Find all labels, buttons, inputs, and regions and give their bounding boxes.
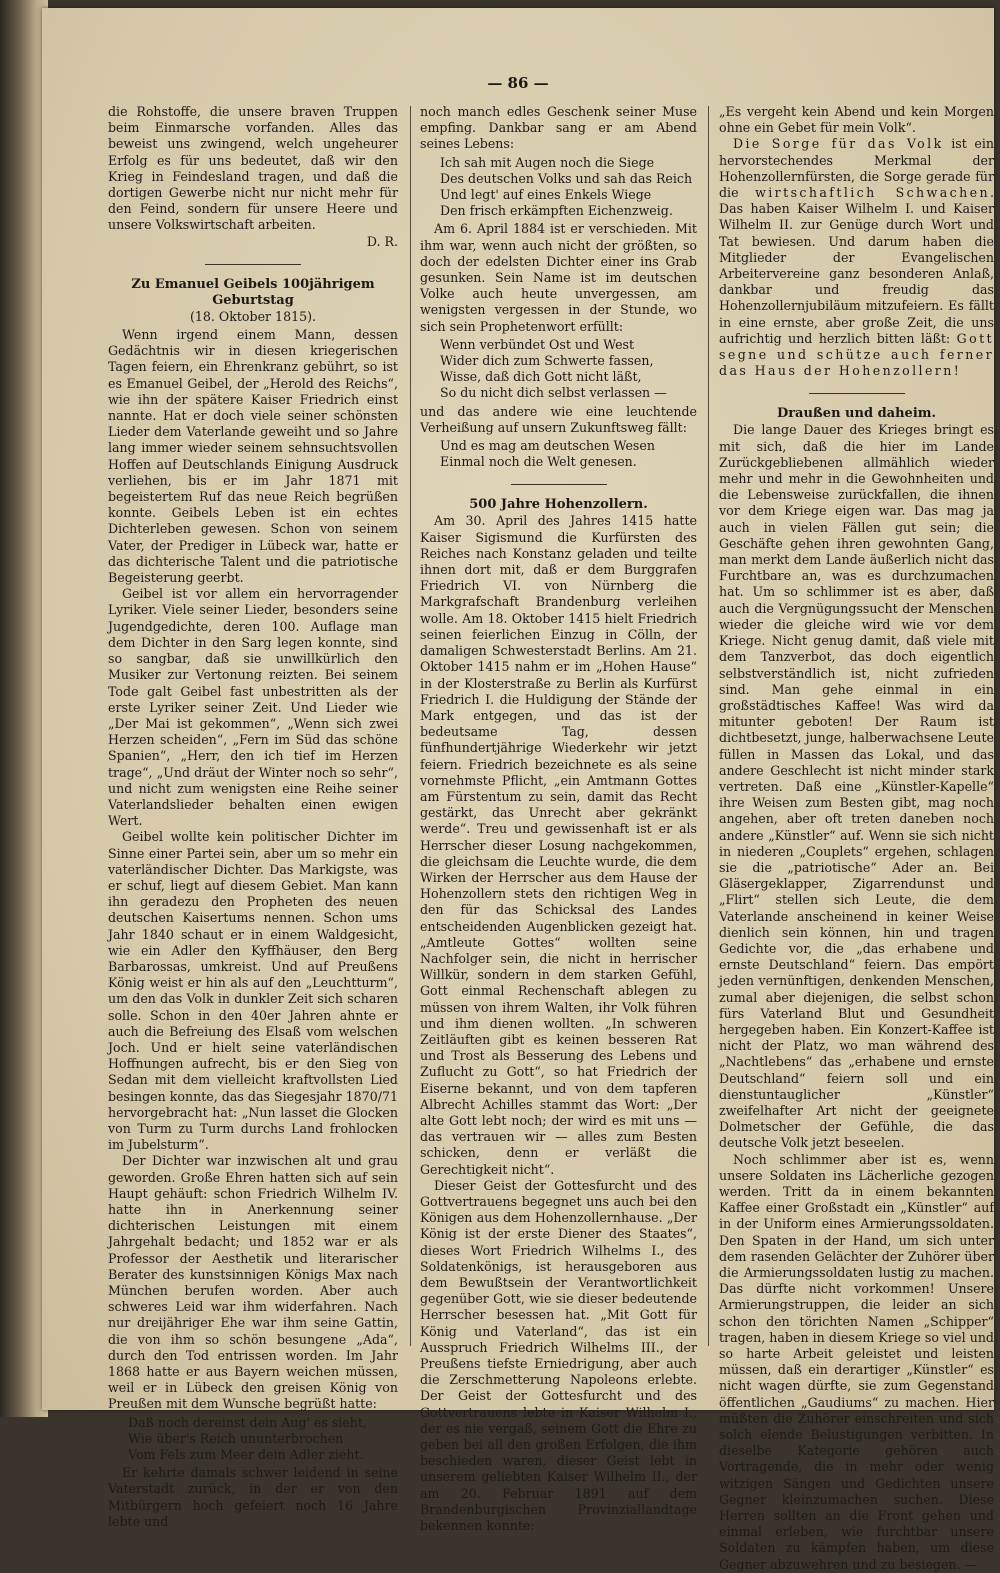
verse-line: Und legt' auf eines Enkels Wiege <box>440 187 652 203</box>
separator-rule <box>511 484 607 485</box>
verse-line: Den frisch erkämpften Eichenzweig. <box>440 203 673 219</box>
paragraph: Die lange Dauer des Krieges bringt es mit sich, daß die hier im Lande Zurückgebliebenen allmählich wieder mehr und mehr in die Gewohnheiten und die Lebensweise zurückfallen, die ihnen vor dem Kriege eigen war. Das mag ja auch in vielen Fällen gut sein; die Geschäfte gehen ihren gewohnten Gang, man merkt dem Lande äußerlich nicht das Furchtbare an, was es durchzumachen hat. Um so schlimmer ist es aber, daß auch die Vergnügungssucht der Menschen wieder die gleiche wird wie vor dem Kriege. Nicht genug damit, daß viele mit dem Tanzverbot, das doch eigentlich selbstverständlich ist, nicht zufrieden sind. Man gehe einmal in ein großstädtisches Kaffee! Was wird da mitunter geboten! Der Raum ist dichtbesetzt, junge, halberwachsene Leute füllen in Massen das Lokal, und das andere Geschlecht ist nicht minder stark vertreten. Daß eine „Künstler-Kapelle“ ihre Weisen zum Besten gibt, mag noch angehen, aber oft treten daneben noch andere „Künstler“ auf. Wenn sie sich nicht in niederen „Couplets“ ergehen, schlagen sie die „patriotische“ Ader an. Bei Gläsergeklapper, Zigarrendunst und „Flirt“ stellen sich Leute, die dem Vaterlande anscheinend in keiner Weise dienlich sein können, hin und tragen Gedichte vor, die „das erhabene und ernste Deutschland“ feiern. Das empört jeden vernünftigen, denkenden Menschen, zumal aber diejenigen, die selbst schon fürs Vaterland Blut und Gesundheit hergegeben haben. Ein Konzert-Kaffee ist nicht der Platz, wo man während des „Nachtlebens“ das „erhabene und ernste Deutschland“ feiern soll und ein dienstuntauglicher „Künstler“ zweifelhafter Art nicht der geeignete Dolmetscher der Gefühle, die das deutsche Volk jetzt beseelen. <box>719 422 994 1151</box>
verse-quote <box>440 155 697 220</box>
verse-line: Und es mag am deutschen Wesen <box>440 438 655 454</box>
article-heading-geibel: Zu Emanuel Geibels 100jährigem Geburtstag <box>131 276 375 308</box>
paragraph: Geibel ist vor allem ein hervorragender Lyriker. Viele seiner Lieder, besonders seine Jugendgedichte, deren 100. Auflage man dem Dichter in den Sarg legen konnte, sind so sangbar, daß sie unwillkürlich den Musiker zur Vertonung reizten. Bei seinem Tode galt Geibel fast unbestritten als der erste Lyriker seiner Zeit. Und Lieder wie „Der Mai ist gekommen“, „Wenn sich zwei Herzen scheiden“, „Fern im Süd das schöne Spanien“, „Herr, den ich tief im Herzen trage“, „Und dräut der Winter noch so sehr“, und nicht zum wenigsten eine Reihe seiner Vaterlandslieder behalten einen ewigen Wert. <box>108 586 398 829</box>
column-2 <box>420 104 697 1534</box>
signature: D. R. <box>366 233 398 249</box>
separator-rule <box>205 264 301 265</box>
text-run: . Das haben Kaiser Wilhelm I. und Kaiser Wilhelm II. zur Genüge durch Wort und Tat bewiesen. Und darum haben die Mitglieder der Evangelischen Arbeitervereine ganz besonderen Anlaß, dankbar und freudig das Hohenzollernjubiläum mitzufeiern. Es fällt in eine ernste, aber große Zeit, die uns aufrichtig und herzlich bitten läßt: <box>719 185 994 346</box>
separator-rule <box>809 393 905 394</box>
column-3 <box>719 104 994 1572</box>
page-number: — 86 — <box>487 74 549 92</box>
verse-line: Daß noch dereinst dein Aug' es sieht, <box>128 1414 367 1430</box>
article-heading-draussen: Draußen und daheim. <box>776 406 937 422</box>
verse-line: Wisse, daß dich Gott nicht läßt, <box>440 369 642 385</box>
verse-line: Wenn verbündet Ost und West <box>440 336 635 352</box>
verse-quote <box>440 337 697 402</box>
paragraph: Der Dichter war inzwischen alt und grau geworden. Große Ehren hatten sich auf sein Haupt gehäuft: schon Friedrich Wilhelm IV. hatte ihn in Anerkennung seiner dichterischen Leistungen mit einem Jahrgehalt bedacht; und 1852 war er als Professor der Aesthetik und literarischer Berater des kunstsinnigen Königs Max nach München berufen worden. Aber auch schweres Leid war ihm widerfahren. Nach nur dreijähriger Ehe war ihm seine Gattin, die von ihm so schön besungene „Ada“, durch den Tod entrissen worden. Im Jahr 1868 hatte er aus Bayern weichen müssen, weil er in Lübeck den greisen König von Preußen mit dem Wunsche begrüßt hatte: <box>108 1153 398 1412</box>
spaced-emphasis: Gott segne und schütze auch ferner das Haus der Hohenzollern! <box>719 330 994 379</box>
spaced-emphasis: Die Sorge für das Volk <box>733 136 944 152</box>
verse-quote <box>128 1415 398 1464</box>
verse-line: So du nicht dich selbst verlassen — <box>440 385 667 401</box>
paragraph: Am 30. April des Jahres 1415 hatte Kaiser Sigismund die Kurfürsten des Reiches nach Konstanz geladen und teilte ihnen dort mit, daß er dem Burggrafen Friedrich VI. von Nürnberg die Markgrafschaft Brandenburg verleihen wolle. Am 18. Oktober 1415 hielt Friedrich seinen feierlichen Einzug in Cölln, der damaligen Schwesterstadt Berlins. Am 21. Oktober 1415 nahm er im „Hohen Hause“ in der Klosterstraße zu Berlin als Kurfürst Friedrich I. die Huldigung der Stände der Mark entgegen, und das ist der bedeutsame Tag, dessen fünfhundertjährige Wiederkehr wir jetzt feiern. Friedrich bezeichnete es als seine vornehmste Pflicht, „ein Amtmann Gottes am Fürstentum zu sein, damit das Recht gestärkt, das Unrecht aber gekränkt werde“. Treu und gewissenhaft ist er als Herrscher dieser Losung nachgekommen, die gleichsam die Leuchte wurde, die dem Wirken der Herrscher aus dem Hause der Hohenzollern stets den richtigen Weg in den für das Schicksal des Landes entscheidenden Augenblicken gezeigt hat. „Amtleute Gottes“ wollten seine Nachfolger sein, die nicht in herrischer Willkür, sondern in dem starken Gefühl, Gott einmal Rechenschaft ablegen zu müssen von ihrem Walten, ihr Volk führen und ihm dienen wollten. „In schweren Zeitläuften gibt es keinen besseren Rat und Trost als Besserung des Lebens und Zuflucht zu Gott“, so hat Friedrich der Eiserne bekannt, und von dem tapferen Albrecht Achilles stammt das Wort: „Der alte Gott lebt noch; der wird es mit uns — das vertrauen wir — alles zum Besten schicken, denn er verläßt die Gerechtigkeit nicht“. <box>420 513 697 1177</box>
verse-line: Ich sah mit Augen noch die Siege <box>440 154 655 170</box>
paragraph: Wenn irgend einem Mann, dessen Gedächtnis wir in diesen kriegerischen Tagen feiern, ein Ehrenkranz gebührt, so ist es Emanuel Geibel, der „Herold des Reichs“, wie ihn der spätere Kaiser Friedrich einst nannte. Hat er doch viele seiner schönsten Lieder dem Vaterlande geweiht und so Jahre lang immer wieder seinem sehnsuchtsvollen Hoffen auf Deutschlands Einigung Ausdruck verliehen, bis er im Jahr 1871 mit begeistertem Ruf das neue Reich begrüßen konnte. Geibels Leben ist ein echtes Dichterleben gewesen. Schon von seinem Vater, der Prediger in Lübeck war, hatte er das dichterische Talent und die patriotische Begeisterung geerbt. <box>108 327 398 586</box>
column-rule <box>410 106 411 1346</box>
column-rule <box>708 106 709 1346</box>
scanned-page <box>42 8 994 1572</box>
verse-line: Wie über's Reich ununterbrochen <box>128 1430 344 1446</box>
paragraph: und das andere wie eine leuchtende Verheißung auf unsern Zukunftsweg fällt: <box>420 403 697 435</box>
verse-line: Einmal noch die Welt genesen. <box>440 454 637 470</box>
article-heading-hohenzollern: 500 Jahre Hohenzollern. <box>469 497 648 513</box>
column-1 <box>108 104 398 1529</box>
article-continuation: die Rohstoffe, die unsere braven Truppen beim Einmarsche vorfanden. Alles das beweist uns zwingend, welch ungeheurer Erfolg es für uns bedeutet, daß wir den Krieg in Feindesland tragen, und daß die dortigen Gewerbe nicht nur nicht mehr für den Feind, sondern für unsere Heere und unsere Volkswirtschaft arbeiten. <box>108 104 398 233</box>
quote-paragraph: „Es vergeht kein Abend und kein Morgen ohne ein Gebet für mein Volk“. <box>719 104 994 136</box>
paragraph: noch manch edles Geschenk seiner Muse empfing. Dankbar sang er am Abend seines Lebens: <box>420 104 697 152</box>
text-run: ist ein hervorstechendes Merkmal der Hohenzollernfürsten, die Sorge gerade für die <box>719 136 994 201</box>
verse-line: Wider dich zum Schwerte fassen, <box>440 353 654 369</box>
paragraph: Geibel wollte kein politischer Dichter im Sinne einer Partei sein, aber um so mehr ein vaterländischer Dichter. Das Markigste, was er schuf, liegt auf diesem Gebiet. Man kann ihn geradezu den Propheten des neuen deutschen Kaisertums nennen. Schon ums Jahr 1840 schaut er in einem Waldgesicht, wie ein Adler den Kyffhäuser, den Berg Barbarossas, umkreist. Und auf Preußens König weist er hin als auf den „Leuchtturm“, um den das Volk in dunkler Zeit sich scharen solle. Schon in den 40er Jahren ahnte er auch die Befreiung des Elsaß vom welschen Joch. Und er hielt seine vaterländischen Hoffnungen aufrecht, bis er den Sieg von Sedan mit dem vielleicht kraftvollsten Lied besingen konnte, das das Siegesjahr 1870/71 hervorgebracht hat: „Nun lasset die Glocken von Turm zu Turm durchs Land frohlocken im Jubelsturm“. <box>108 829 398 1153</box>
verse-line: Des deutschen Volks und sah das Reich <box>440 170 693 186</box>
spaced-emphasis: wirtschaftlich Schwachen <box>755 185 990 201</box>
paragraph <box>719 136 994 379</box>
paragraph: Noch schlimmer aber ist es, wenn unsere Soldaten ins Lächerliche gezogen werden. Tritt da in einem bekannten Kaffee einer Großstadt ein „Künstler“ auf in der Uniform eines Armierungssoldaten. Den Spaten in der Hand, um sich unter dem rasenden Gelächter der Zuhörer über die Armierungssoldaten lustig zu machen. Das dürfte nicht vorkommen! Unsere Armierungstruppen, die leider an sich schon den törichten Namen „Schipper“ tragen, haben in diesem Kriege so viel und so harte Arbeit geleistet und leisten müssen, daß ein derartiger „Künstler“ es nicht wagen dürfte, sie zum Gegenstand öffentlichen „Gaudiums“ zu machen. Hier müßten die Zuhörer einschreiten und sich solch elende Belustigungen verbitten. In dieselbe Kategorie gehören auch Vortragende, die in mehr oder wenig witzigen Sängen und Gedichten unsere Gegner kleinzumachen suchen. Diese Herren sollten an die Front gehen und einmal erleben, wie furchtbar unsere Soldaten zu kämpfen haben, um diese Gegner abzuwehren und zu besiegen. — <box>719 1151 994 1572</box>
paragraph: Am 6. April 1884 ist er verschieden. Mit ihm war, wenn auch nicht der größten, so doch der edelsten Dichter einer ins Grab gesunken. Sein Name ist im deutschen Volke auch heute unvergessen, am wenigsten vergessen in der Stunde, wo sich sein Prophetenwort erfüllt: <box>420 221 697 334</box>
verse-quote <box>440 438 697 470</box>
paragraph: Er kehrte damals schwer leidend in seine Vaterstadt zurück, in der er von den Mitbürgern hoch gefeiert noch 16 Jahre lebte und <box>108 1465 398 1529</box>
paragraph: Dieser Geist der Gottesfurcht und des Gottvertrauens begegnet uns auch bei den Königen aus dem Hohenzollernhause. „Der König ist der erste Diener des Staates“, dieses Wort Friedrich Wilhelms I., des Soldatenkönigs, ist herausgeboren aus dem Bewußtsein der Verantwortlichkeit gegenüber Gott, wie sie dieser bedeutende Herrscher besessen hat. „Mit Gott für König und Vaterland“, das ist ein Ausspruch Friedrich Wilhelms III., der Preußens tiefste Erniedrigung, aber auch die Zerschmetterung Napoleons erlebte. Der Geist der Gottesfurcht und des Gottvertrauens lebte in Kaiser Wilhelm I., der es nie vergaß, seinem Gott die Ehre zu geben bei all den großen Erfolgen, die ihm beschieden waren, dieser Geist lebt in unserem geliebten Kaiser Wilhelm II., der am 20. Februar 1891 auf dem Brandenburgischen Provinziallandtage bekennen konnte: <box>420 1177 697 1534</box>
verse-line: Vom Fels zum Meer dein Adler zieht. <box>128 1447 364 1463</box>
article-subheading: (18. Oktober 1815). <box>189 308 317 324</box>
book-spine <box>0 0 48 1417</box>
